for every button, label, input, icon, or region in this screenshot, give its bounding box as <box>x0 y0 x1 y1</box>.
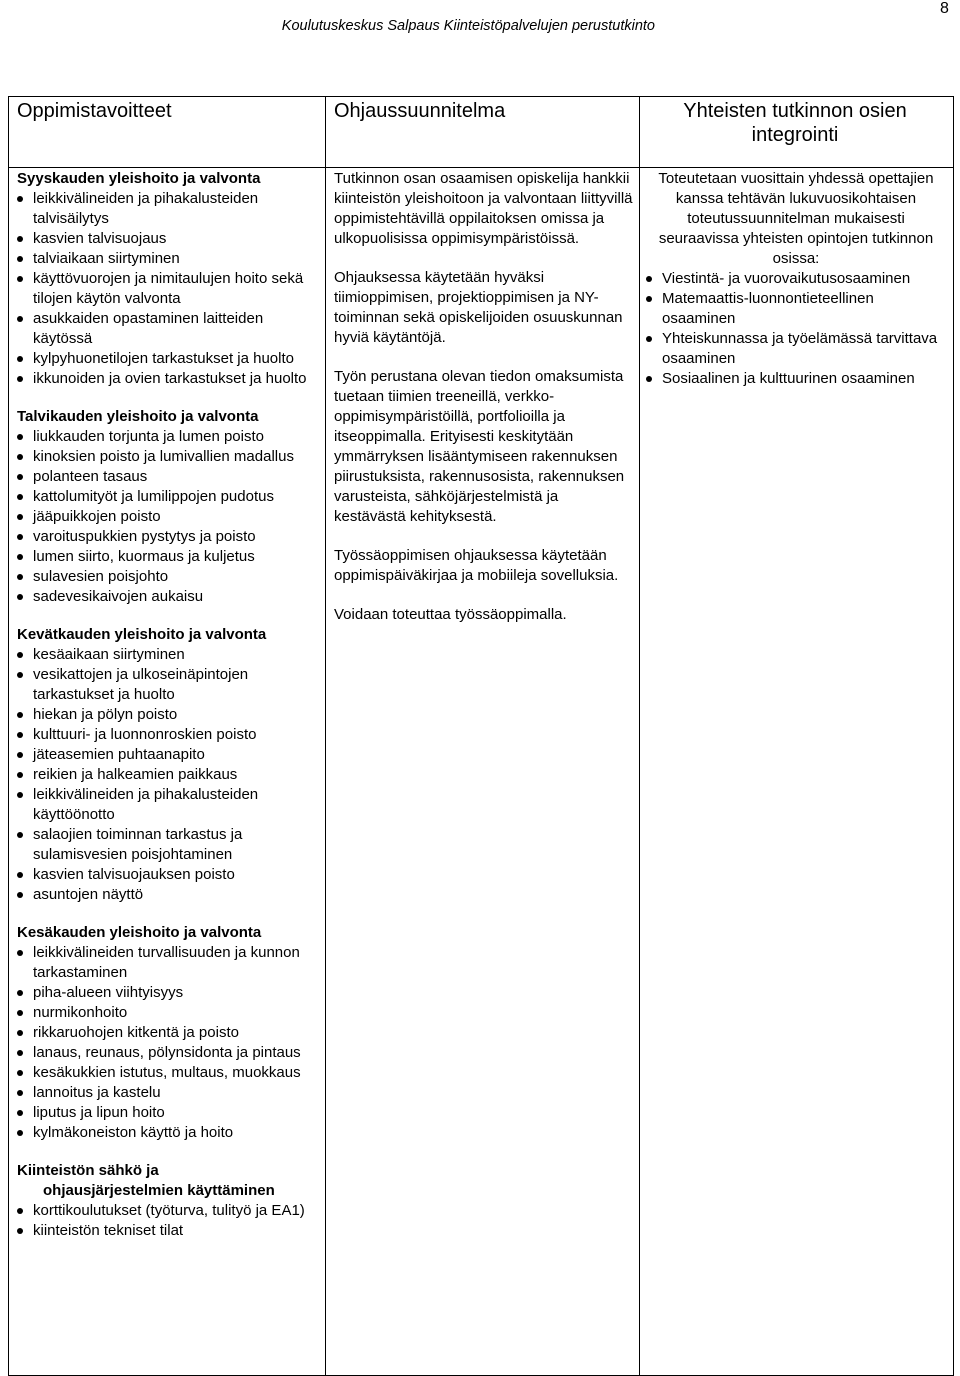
list-item: lannoitus ja kastelu <box>17 1083 322 1103</box>
running-header: Koulutuskeskus Salpaus Kiinteistöpalvelujen perustutkinto <box>281 18 655 34</box>
section-title: Talvikauden yleishoito ja valvonta <box>17 408 259 425</box>
list-item: leikkivälineiden ja pihakalusteiden talvisäilytys <box>17 189 322 229</box>
list-item: kylpyhuonetilojen tarkastukset ja huolto <box>17 349 322 369</box>
section-title: Kiinteistön sähkö ja <box>17 1162 159 1179</box>
guidance-cell <box>334 169 634 644</box>
list-item: reikien ja halkeamien paikkaus <box>17 765 322 785</box>
list-item: kesäkukkien istutus, multaus, muokkaus <box>17 1063 322 1083</box>
list-item: kylmäkoneiston käyttö ja hoito <box>17 1123 322 1143</box>
list-item: leikkivälineiden ja pihakalusteiden käyttöönotto <box>17 785 322 825</box>
page-number: 8 <box>940 0 949 17</box>
list-item: kesäaikaan siirtyminen <box>17 645 322 665</box>
column-header-integration: Yhteisten tutkinnon osien integrointi <box>683 100 907 146</box>
guidance-paragraph: Ohjauksessa käytetään hyväksi tiimioppimisen, projektioppimisen ja NY-toiminnan sekä opiskelijoiden osuuskunnan hyviä käytäntöjä. <box>334 269 623 346</box>
guidance-paragraph: Tutkinnon osan osaamisen opiskelija hankkii kiinteistön yleishoitoon ja valvontaan liittyvillä oppimistehtävillä oppilaitoksen omissa ja ulkopuolisissa oppimisympäristöissä. <box>334 170 633 247</box>
list-item: jääpuikkojen poisto <box>17 507 322 527</box>
list-item: lanaus, reunaus, pölynsidonta ja pintaus <box>17 1043 322 1063</box>
list-item: kattolumityöt ja lumilippojen pudotus <box>17 487 322 507</box>
column-divider <box>639 97 640 1375</box>
guidance-paragraph: Työn perustana olevan tiedon omaksumista tuetaan tiimien treeneillä, verkko-oppimisympäristöillä, portfolioilla ja itseoppimalla. Erityisesti keskitytään ymmärryksen lisääntymiseen rakennuksen piirustuksista, rakennusosista, rakennuksen varusteista, sähköjärjestelmistä ja kestävästä kehityksestä. <box>334 368 625 525</box>
section-title: Syyskauden yleishoito ja valvonta <box>17 170 261 187</box>
guidance-paragraph: Työssäoppimisen ohjauksessa käytetään oppimispäiväkirjaa ja mobiileja sovelluksia. <box>334 547 619 584</box>
list-item: käyttövuorojen ja nimitaulujen hoito sekä tilojen käytön valvonta <box>17 269 322 309</box>
objectives-cell <box>17 169 322 1259</box>
list-item: asukkaiden opastaminen laitteiden käytössä <box>17 309 322 349</box>
guidance-paragraph: Voidaan toteuttaa työssäoppimalla. <box>334 606 567 623</box>
list-item: piha-alueen viihtyisyys <box>17 983 322 1003</box>
integration-cell <box>646 169 946 389</box>
integration-intro: Toteutetaan vuosittain yhdessä opettajien kanssa tehtävän lukuvuosikohtaisen toteutussuunnitelman mukaisesti seuraavissa yhteisten opintojen tutkinnon osissa: <box>658 170 934 267</box>
section-spring <box>17 625 322 905</box>
list-item: kulttuuri- ja luonnonroskien poisto <box>17 725 322 745</box>
column-divider <box>325 97 326 1375</box>
list-item: Viestintä- ja vuorovaikutusosaaminen <box>646 269 946 289</box>
list-item: sadevesikaivojen aukaisu <box>17 587 322 607</box>
list-item: Matemaattis-luonnontieteellinen osaaminen <box>646 289 946 329</box>
list-item: liputus ja lipun hoito <box>17 1103 322 1123</box>
list-item: Sosiaalinen ja kulttuurinen osaaminen <box>646 369 946 389</box>
list-item: salaojien toiminnan tarkastus ja sulamisvesien poisjohtaminen <box>17 825 322 865</box>
section-electrical <box>17 1161 322 1241</box>
list-item: leikkivälineiden turvallisuuden ja kunnon tarkastaminen <box>17 943 322 983</box>
column-header-objectives: Oppimistavoitteet <box>17 100 172 122</box>
list-item: ikkunoiden ja ovien tarkastukset ja huolto <box>17 369 322 389</box>
list-item: kasvien talvisuojaus <box>17 229 322 249</box>
section-title: Kevätkauden yleishoito ja valvonta <box>17 626 267 643</box>
list-item: rikkaruohojen kitkentä ja poisto <box>17 1023 322 1043</box>
section-title-continued: ohjausjärjestelmien käyttäminen <box>43 1182 275 1199</box>
section-title: Kesäkauden yleishoito ja valvonta <box>17 924 262 941</box>
list-item: korttikoulutukset (työturva, tulityö ja EA1) <box>17 1201 322 1221</box>
section-summer <box>17 923 322 1143</box>
curriculum-table <box>8 96 954 1376</box>
list-item: sulavesien poisjohto <box>17 567 322 587</box>
list-item: polanteen tasaus <box>17 467 322 487</box>
list-item: nurmikonhoito <box>17 1003 322 1023</box>
list-item: hiekan ja pölyn poisto <box>17 705 322 725</box>
list-item: varoituspukkien pystytys ja poisto <box>17 527 322 547</box>
section-winter <box>17 407 322 607</box>
list-item: kinoksien poisto ja lumivallien madallus <box>17 447 322 467</box>
section-autumn <box>17 169 322 389</box>
list-item: kiinteistön tekniset tilat <box>17 1221 322 1241</box>
list-item: Yhteiskunnassa ja työelämässä tarvittava osaaminen <box>646 329 946 369</box>
list-item: talviaikaan siirtyminen <box>17 249 322 269</box>
list-item: kasvien talvisuojauksen poisto <box>17 865 322 885</box>
list-item: vesikattojen ja ulkoseinäpintojen tarkastukset ja huolto <box>17 665 322 705</box>
column-header-guidance: Ohjaussuunnitelma <box>334 100 506 122</box>
list-item: asuntojen näyttö <box>17 885 322 905</box>
list-item: lumen siirto, kuormaus ja kuljetus <box>17 547 322 567</box>
list-item: jäteasemien puhtaanapito <box>17 745 322 765</box>
list-item: liukkauden torjunta ja lumen poisto <box>17 427 322 447</box>
